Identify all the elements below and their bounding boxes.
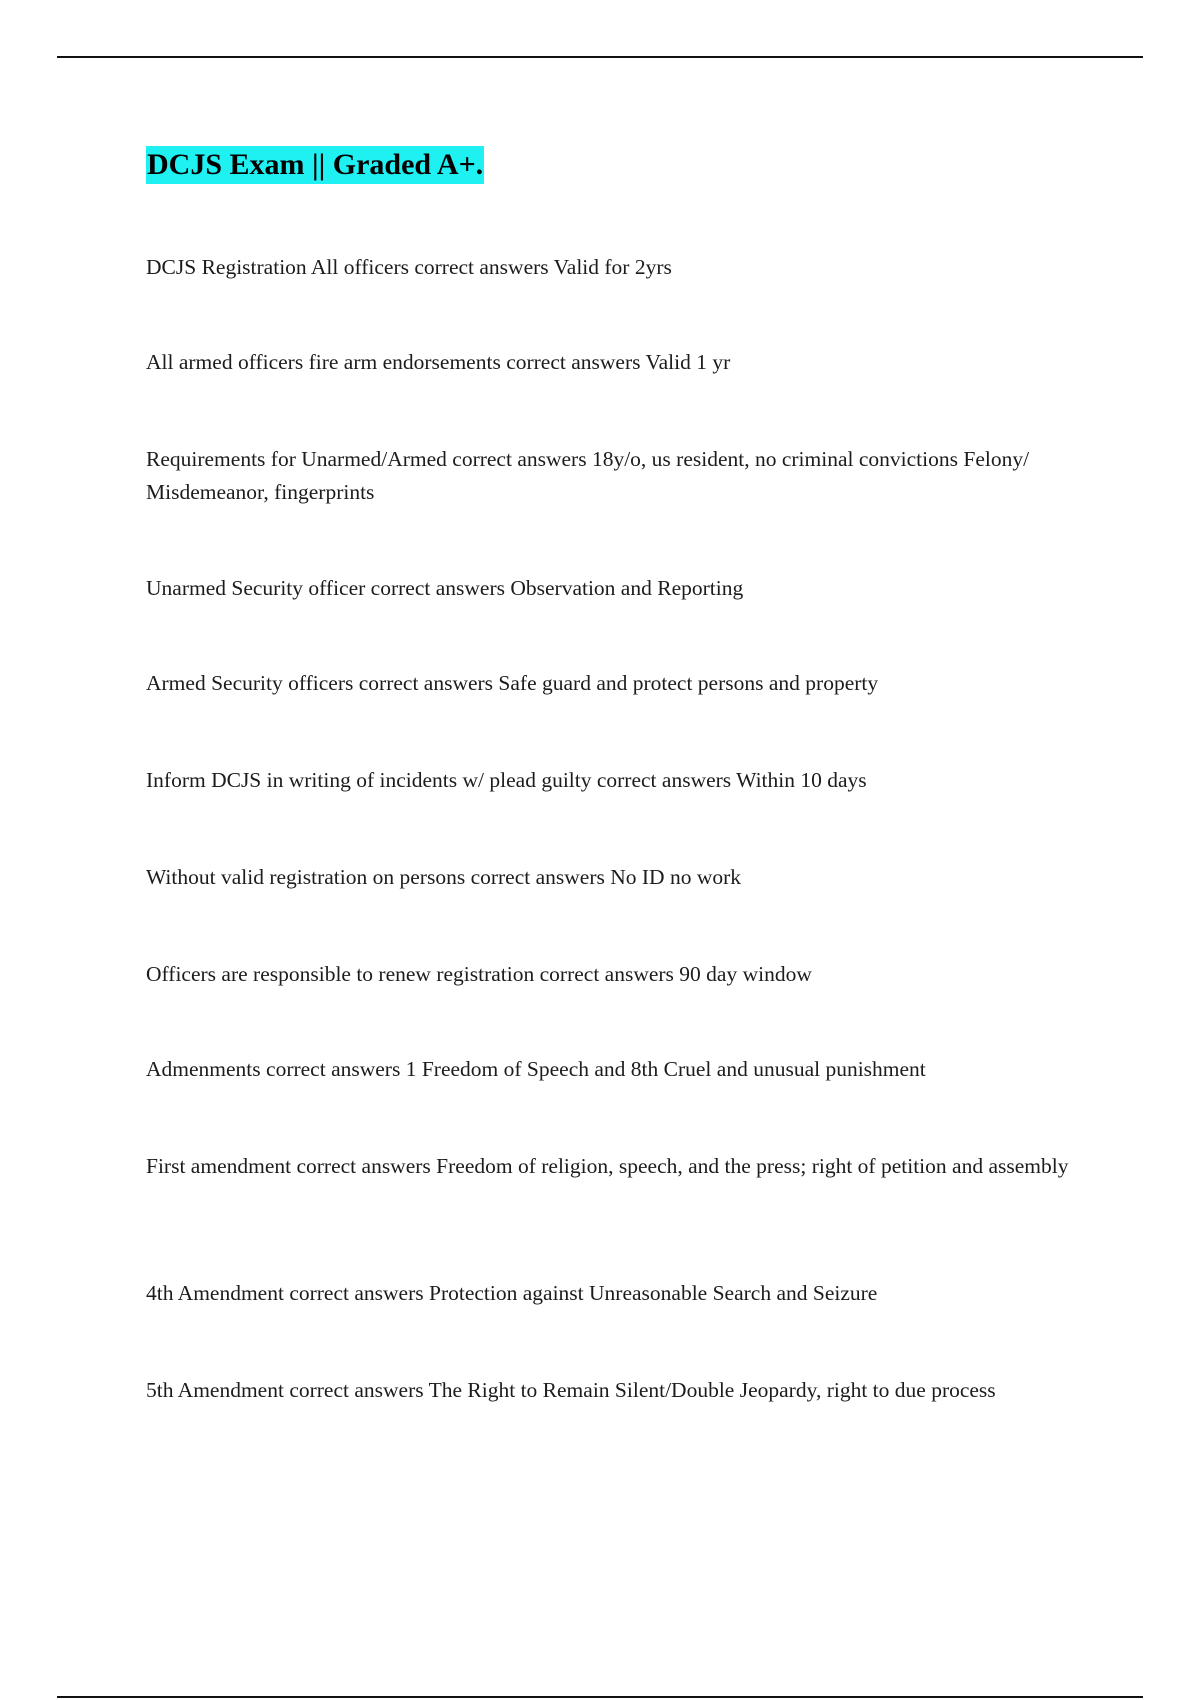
qa-item-7: Without valid registration on persons correct answers No ID no work <box>146 865 742 889</box>
qa-item-5: Armed Security officers correct answers Safe guard and protect persons and property <box>146 671 879 695</box>
document-title: DCJS Exam || Graded A+. <box>146 146 484 184</box>
footer-rule <box>57 1696 1143 1698</box>
qa-item-8: Officers are responsible to renew registration correct answers 90 day window <box>146 962 812 986</box>
qa-item-11: 4th Amendment correct answers Protection against Unreasonable Search and Seizure <box>146 1281 878 1305</box>
qa-item-12: 5th Amendment correct answers The Right to Remain Silent/Double Jeopardy, right to due process <box>146 1378 996 1402</box>
qa-item-6: Inform DCJS in writing of incidents w/ plead guilty correct answers Within 10 days <box>146 768 867 792</box>
qa-item-2: All armed officers fire arm endorsements correct answers Valid 1 yr <box>146 350 731 374</box>
title-container <box>146 146 484 184</box>
qa-item-1: DCJS Registration All officers correct answers Valid for 2yrs <box>146 255 672 279</box>
qa-item-10: First amendment correct answers Freedom of religion, speech, and the press; right of petition and assembly <box>146 1154 1069 1178</box>
header-rule <box>57 56 1143 58</box>
qa-item-3: Requirements for Unarmed/Armed correct answers 18y/o, us resident, no criminal convictions Felony/ Misdemeanor, fingerprints <box>146 447 1030 504</box>
qa-item-4: Unarmed Security officer correct answers Observation and Reporting <box>146 576 744 600</box>
qa-item-9: Admenments correct answers 1 Freedom of Speech and 8th Cruel and unusual punishment <box>146 1057 926 1081</box>
